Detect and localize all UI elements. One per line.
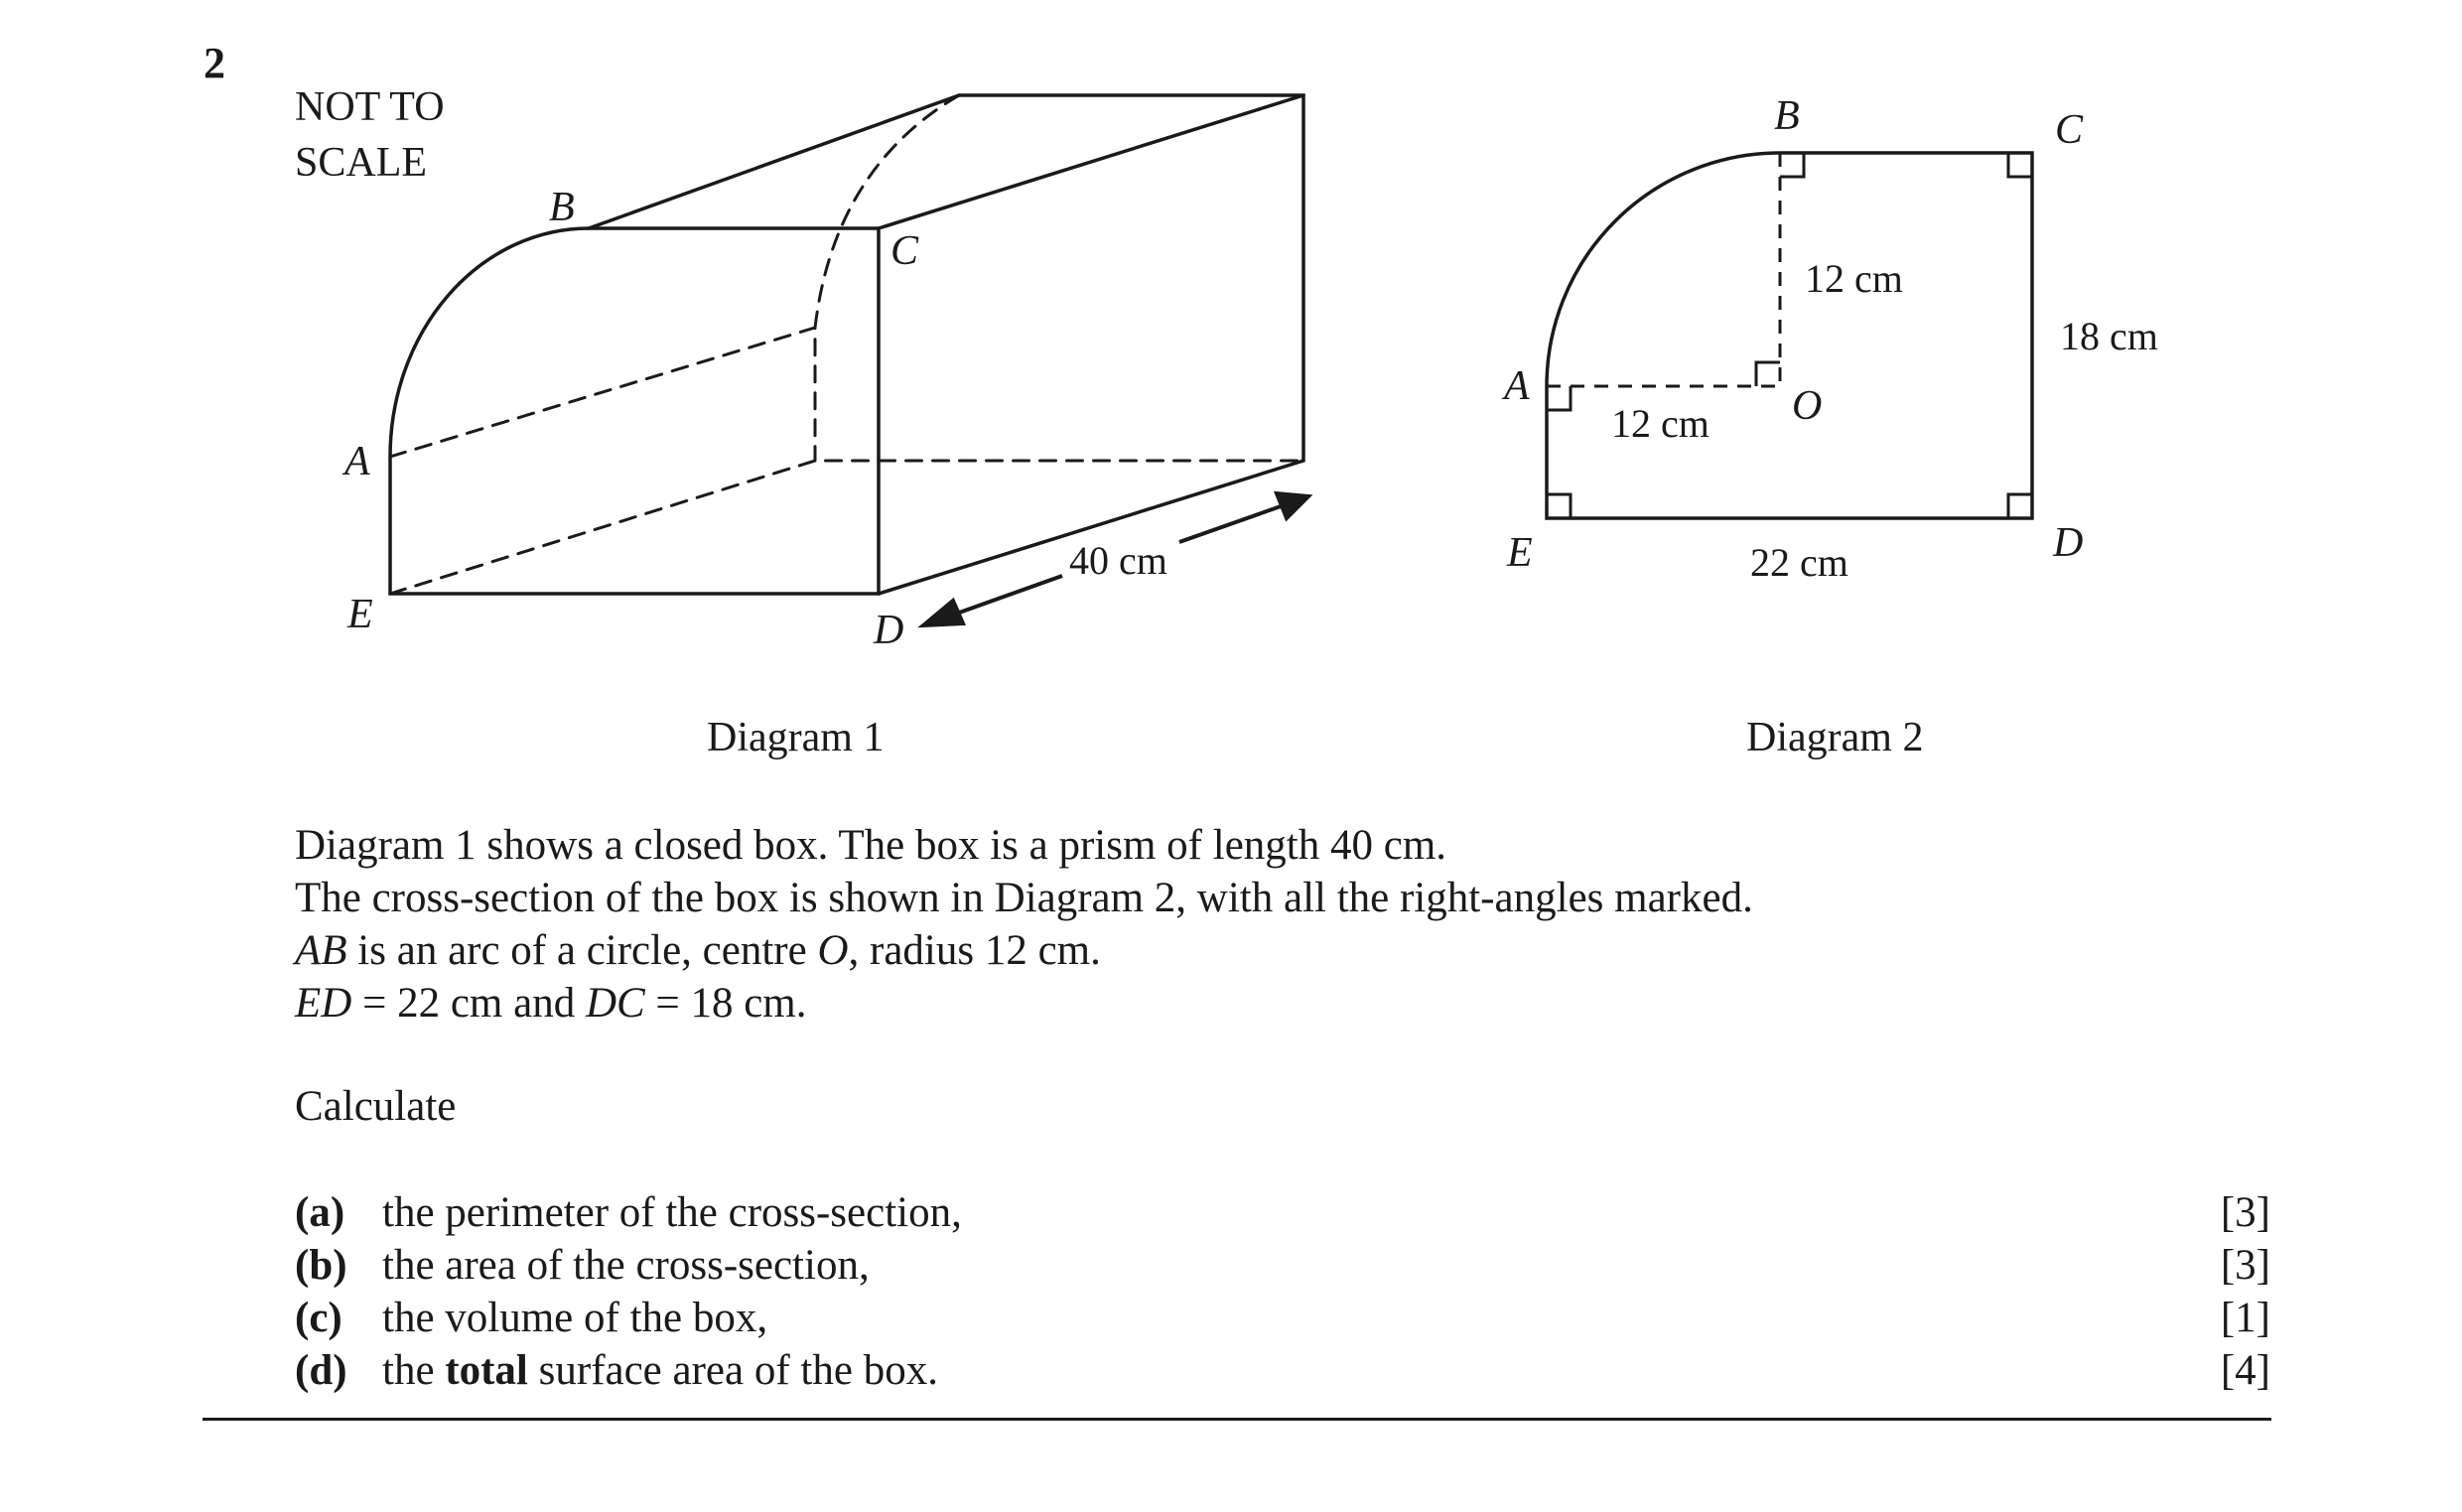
part-label: (a) bbox=[295, 1189, 345, 1236]
d2-label-e: E bbox=[1507, 530, 1533, 576]
radius-lines bbox=[1547, 153, 1780, 386]
part-a bbox=[295, 1186, 2270, 1239]
d2-ed-label: 22 cm bbox=[1750, 540, 1848, 585]
description-line-3 bbox=[295, 924, 1753, 977]
d2-label-b: B bbox=[1774, 93, 1800, 139]
d1-label-c: C bbox=[890, 228, 919, 274]
calculate-prompt: Calculate bbox=[295, 1083, 457, 1130]
segment-ed: ED bbox=[295, 980, 352, 1027]
part-text-before: the bbox=[382, 1347, 446, 1394]
cross-section-outline bbox=[1547, 153, 2032, 518]
description-line-1: Diagram 1 shows a closed box. The box is a prism of length 40 cm. bbox=[295, 822, 1447, 869]
d2-label-a: A bbox=[1504, 363, 1530, 409]
part-text-after: surface area of the box. bbox=[527, 1347, 938, 1394]
question-parts bbox=[295, 1186, 2270, 1397]
d2-label-d: D bbox=[2053, 520, 2084, 566]
d2-radius-vertical-label: 12 cm bbox=[1805, 256, 1903, 301]
not-to-scale-line-2: SCALE bbox=[295, 140, 428, 186]
part-text-bold: total bbox=[445, 1347, 528, 1394]
part-label: (c) bbox=[295, 1295, 342, 1341]
question-number: 2 bbox=[204, 39, 225, 87]
diagram-1 bbox=[390, 95, 1303, 594]
receding-edges bbox=[589, 95, 1303, 594]
part-text: the volume of the box, bbox=[382, 1295, 768, 1341]
part-text: the area of the cross-section, bbox=[382, 1242, 870, 1289]
d1-label-a: A bbox=[344, 439, 370, 484]
d2-dc-label: 18 cm bbox=[2060, 314, 2158, 358]
segment-dc: DC bbox=[585, 980, 645, 1027]
part-label: (d) bbox=[295, 1347, 347, 1394]
centre-o: O bbox=[817, 927, 849, 974]
part-marks: [4] bbox=[2220, 1347, 2270, 1394]
not-to-scale-line-1: NOT TO bbox=[295, 84, 445, 130]
part-label: (b) bbox=[295, 1242, 347, 1289]
part-c bbox=[295, 1292, 2270, 1344]
description-line-3-end: , radius 12 cm. bbox=[848, 927, 1101, 974]
description-line-4 bbox=[295, 977, 1753, 1030]
part-d bbox=[295, 1344, 2270, 1397]
part-marks: [3] bbox=[2220, 1189, 2270, 1236]
right-angle-marks bbox=[1547, 153, 2032, 518]
d1-label-d: D bbox=[874, 608, 904, 653]
description-line-4-mid: = 22 cm and bbox=[351, 980, 586, 1027]
description-line-2: The cross-section of the box is shown in Diagram 2, with all the right-angles marked. bbox=[295, 875, 1753, 921]
part-marks: [1] bbox=[2220, 1295, 2270, 1341]
hidden-edges bbox=[390, 95, 1303, 594]
diagram-1-caption: Diagram 1 bbox=[707, 715, 885, 760]
d2-label-c: C bbox=[2055, 107, 2084, 153]
segment-ab: AB bbox=[295, 927, 347, 974]
front-face-outline bbox=[390, 228, 879, 594]
description-line-3-mid: is an arc of a circle, centre bbox=[346, 927, 818, 974]
description-line-4-end: = 18 cm. bbox=[644, 980, 807, 1027]
d1-label-e: E bbox=[347, 592, 373, 637]
d2-label-o: O bbox=[1792, 383, 1823, 429]
d2-radius-horizontal-label: 12 cm bbox=[1611, 401, 1710, 446]
part-text: the perimeter of the cross-section, bbox=[382, 1189, 962, 1236]
diagram-2 bbox=[1547, 153, 2032, 518]
part-marks: [3] bbox=[2220, 1242, 2270, 1289]
part-b bbox=[295, 1239, 2270, 1292]
diagram-2-caption: Diagram 2 bbox=[1746, 715, 1924, 760]
bottom-rule bbox=[203, 1418, 2271, 1421]
d1-label-b: B bbox=[549, 185, 575, 230]
question-description bbox=[295, 819, 1753, 1030]
d1-length-label: 40 cm bbox=[1069, 538, 1167, 583]
